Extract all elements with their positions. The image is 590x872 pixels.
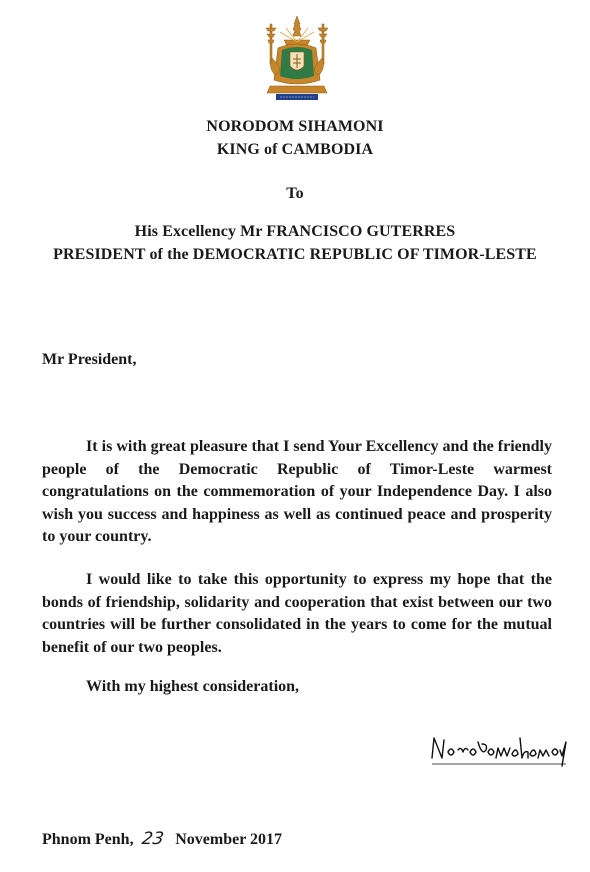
to-label: To [286,185,304,202]
sender-title: KING of CAMBODIA [216,141,374,158]
date-day: 23 [140,829,165,849]
addressee-line-1: His Excellency Mr FRANCISCO GUTERRES [134,223,456,240]
closing-line: With my highest consideration, [86,678,300,695]
body-paragraph-1: It is with great pleasure that I send Your Excellency and the friendly people of the Democratic Republic of Timor-Leste warmest congratulations on the commemoration of your Independence Day. I also wish you success and happiness as well as continued peace and prosperity to your country. [42,438,552,545]
date-place: Phnom Penh, [42,831,134,848]
addressee-line-2: PRESIDENT of the DEMOCRATIC REPUBLIC OF TIMOR-LESTE [53,246,537,263]
date-line [42,829,282,849]
sender-name: NORODOM SIHAMONI [206,118,384,135]
handwritten-signature [428,728,570,768]
body-paragraph-2: I would like to take this opportunity to express my hope that the bonds of friendship, solidarity and cooperation that exist between our two countries will be further consolidated in the years to come for the mutual benefit of our two peoples. [42,571,552,656]
date-month-year: November 2017 [175,831,283,848]
royal-crest-icon [262,14,332,104]
salutation: Mr President, [42,351,137,368]
